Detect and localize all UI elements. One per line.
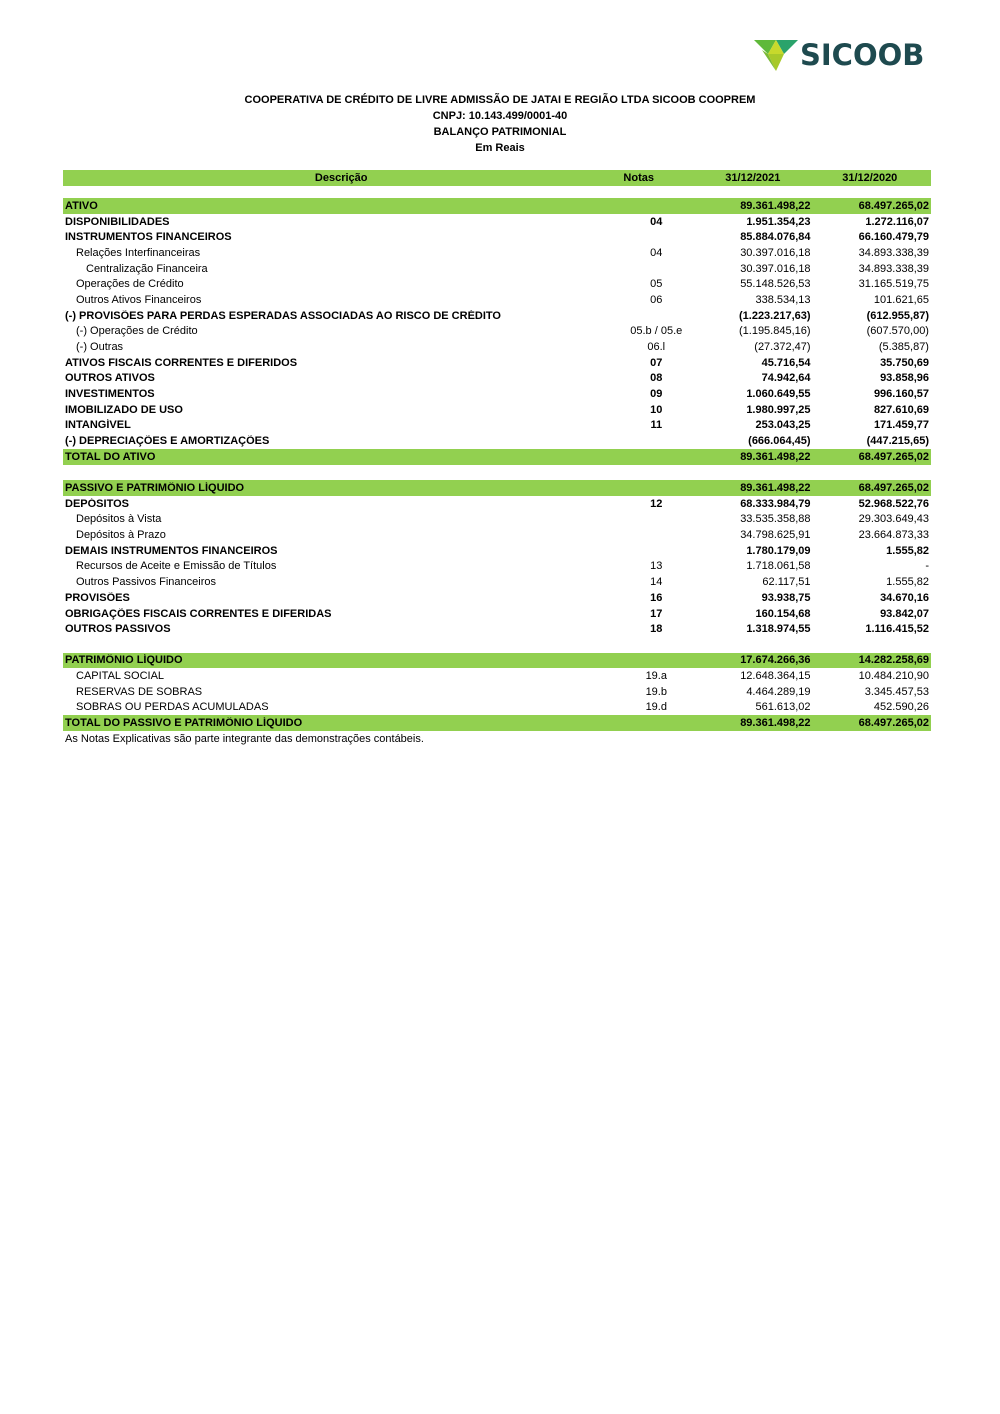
row-value-2020: 34.893.338,39 xyxy=(858,246,929,259)
row-value-2020: 23.664.873,33 xyxy=(858,529,929,542)
row-value-2021: 89.361.498,22 xyxy=(740,482,811,495)
row-value-2020: 3.345.457,53 xyxy=(864,685,929,698)
table-row xyxy=(63,543,931,559)
row-description: PATRIMÔNIO LÍQUIDO xyxy=(65,654,183,667)
row-value-2020: 1.555,82 xyxy=(886,544,929,557)
row-description: OUTROS ATIVOS xyxy=(65,372,155,385)
row-value-2020: (612.955,87) xyxy=(866,309,929,322)
row-value-2021: 45.716,54 xyxy=(761,356,811,369)
row-note: 04 xyxy=(650,215,663,228)
header-descricao: Descrição xyxy=(314,172,368,184)
row-description: Depósitos à Prazo xyxy=(76,529,166,542)
row-value-2020: 29.303.649,43 xyxy=(858,513,929,526)
document-heading xyxy=(0,92,1000,156)
row-note: 08 xyxy=(650,372,663,385)
row-value-2020: 66.160.479,79 xyxy=(858,231,929,244)
row-value-2021: 74.942,64 xyxy=(761,372,811,385)
row-description: PASSIVO E PATRIMÔNIO LÍQUIDO xyxy=(65,482,245,495)
row-value-2020: 68.497.265,02 xyxy=(858,482,929,495)
row-description: (-) DEPRECIAÇÕES E AMORTIZAÇÕES xyxy=(65,435,270,448)
row-value-2020: 996.160,57 xyxy=(873,388,929,401)
row-description: Depósitos à Vista xyxy=(76,513,162,526)
row-value-2021: 85.884.076,84 xyxy=(740,231,811,244)
row-description: IMOBILIZADO DE USO xyxy=(65,403,183,416)
row-description: Operações de Crédito xyxy=(76,278,184,291)
table-row xyxy=(63,433,931,449)
row-value-2020: 452.590,26 xyxy=(873,701,929,714)
row-description: Outros Passivos Financeiros xyxy=(76,576,216,589)
table-row xyxy=(63,386,931,402)
row-value-2020: 1.116.415,52 xyxy=(865,623,929,636)
row-value-2020: (447.215,65) xyxy=(866,435,929,448)
row-value-2020: 10.484.210,90 xyxy=(858,670,929,683)
row-note: 06.l xyxy=(647,341,666,354)
row-value-2021: 89.361.498,22 xyxy=(740,199,811,212)
row-value-2020: 101.621,65 xyxy=(873,293,929,306)
row-value-2021: 12.648.364,15 xyxy=(740,670,811,683)
row-value-2020: 93.858,96 xyxy=(880,372,929,385)
row-value-2021: 253.043,25 xyxy=(755,419,811,432)
header-notas: Notas xyxy=(623,172,654,184)
row-value-2021: 30.397.016,18 xyxy=(740,246,811,259)
row-note: 17 xyxy=(650,607,663,620)
row-note: 12 xyxy=(650,497,663,510)
row-note: 16 xyxy=(650,591,663,604)
row-value-2020: 52.968.522,76 xyxy=(858,497,929,510)
table-row xyxy=(63,214,931,230)
row-value-2021: (1.195.845,16) xyxy=(738,325,811,338)
balance-table xyxy=(63,170,931,747)
table-row xyxy=(63,684,931,700)
row-value-2021: 1.980.997,25 xyxy=(746,403,811,416)
row-value-2020: 31.165.519,75 xyxy=(858,278,929,291)
row-note: 09 xyxy=(650,388,663,401)
sicoob-emblem-icon xyxy=(754,38,798,72)
table-row xyxy=(63,559,931,575)
table-row xyxy=(63,402,931,418)
row-value-2020: 14.282.258,69 xyxy=(858,654,929,667)
header-2020: 31/12/2020 xyxy=(842,172,898,184)
row-value-2020: - xyxy=(925,560,929,573)
row-note: 05 xyxy=(650,278,663,291)
row-value-2021: 30.397.016,18 xyxy=(740,262,811,275)
row-description: (-) Operações de Crédito xyxy=(76,325,198,338)
row-value-2021: 62.117,51 xyxy=(762,576,811,589)
table-row xyxy=(63,700,931,716)
table-row xyxy=(63,355,931,371)
row-description: DISPONIBILIDADES xyxy=(65,215,170,228)
row-description: CAPITAL SOCIAL xyxy=(76,670,165,683)
row-value-2021: 338.534,13 xyxy=(755,293,811,306)
row-description: Outros Ativos Financeiros xyxy=(76,293,202,306)
row-value-2021: 1.318.974,55 xyxy=(746,623,811,636)
row-value-2021: 1.060.649,55 xyxy=(746,388,811,401)
table-row xyxy=(63,198,931,214)
row-note: 10 xyxy=(650,403,663,416)
row-value-2020: 68.497.265,02 xyxy=(858,450,929,463)
row-value-2021: 160.154,68 xyxy=(755,607,811,620)
row-value-2021: (666.064,45) xyxy=(748,435,811,448)
footnote: As Notas Explicativas são parte integrante das demonstrações contábeis. xyxy=(65,733,424,745)
row-note: 07 xyxy=(650,356,663,369)
row-value-2020: 35.750,69 xyxy=(880,356,929,369)
row-note: 19.b xyxy=(645,685,667,698)
table-row xyxy=(63,261,931,277)
report-title: BALANÇO PATRIMONIAL xyxy=(433,126,567,138)
row-description: SOBRAS OU PERDAS ACUMULADAS xyxy=(76,701,269,714)
row-description: INVESTIMENTOS xyxy=(65,388,155,401)
row-description: OUTROS PASSIVOS xyxy=(65,623,171,636)
table-row xyxy=(63,527,931,543)
company-name: COOPERATIVA DE CRÉDITO DE LIVRE ADMISSÃO DE JATAI E REGIÃO LTDA SICOOB COOPREM xyxy=(244,94,756,106)
row-value-2021: (27.372,47) xyxy=(754,341,811,354)
row-value-2021: 68.333.984,79 xyxy=(740,497,811,510)
row-value-2021: 34.798.625,91 xyxy=(740,529,811,542)
row-value-2021: 89.361.498,22 xyxy=(740,450,811,463)
row-value-2020: 171.459,77 xyxy=(873,419,929,432)
row-note: 19.a xyxy=(645,670,667,683)
row-description: Relações Interfinanceiras xyxy=(76,246,201,259)
logo-wordmark: SICOOB xyxy=(800,38,925,72)
row-description: ATIVOS FISCAIS CORRENTES E DIFERIDOS xyxy=(65,356,298,369)
table-row xyxy=(63,715,931,731)
row-spacer xyxy=(63,186,931,198)
row-value-2020: (607.570,00) xyxy=(866,325,929,338)
table-row xyxy=(63,668,931,684)
row-value-2021: 55.148.526,53 xyxy=(740,278,811,291)
row-note: 06 xyxy=(650,293,663,306)
row-note: 11 xyxy=(650,419,663,432)
row-description: TOTAL DO PASSIVO E PATRIMÔNIO LÍQUIDO xyxy=(65,717,303,730)
table-row xyxy=(63,449,931,465)
row-value-2020: 34.670,16 xyxy=(880,591,929,604)
cnpj: CNPJ: 10.143.499/0001-40 xyxy=(432,110,568,122)
row-note: 13 xyxy=(650,560,663,573)
table-row xyxy=(63,308,931,324)
row-value-2021: 1.718.061,58 xyxy=(746,560,811,573)
table-row xyxy=(63,371,931,387)
row-value-2020: 1.555,82 xyxy=(886,576,929,589)
row-value-2021: 17.674.266,36 xyxy=(740,654,811,667)
table-row xyxy=(63,245,931,261)
row-value-2020: (5.385,87) xyxy=(878,341,929,354)
table-row xyxy=(63,496,931,512)
row-description: DEMAIS INSTRUMENTOS FINANCEIROS xyxy=(65,544,278,557)
row-value-2020: 68.497.265,02 xyxy=(858,717,929,730)
row-description: RESERVAS DE SOBRAS xyxy=(76,685,203,698)
row-description: DEPÓSITOS xyxy=(65,497,129,510)
row-value-2021: 33.535.358,88 xyxy=(740,513,811,526)
row-description: ATIVO xyxy=(65,199,98,212)
row-value-2021: 89.361.498,22 xyxy=(740,717,811,730)
table-row xyxy=(63,276,931,292)
row-value-2020: 827.610,69 xyxy=(873,403,929,416)
table-row xyxy=(63,339,931,355)
row-value-2021: 93.938,75 xyxy=(761,591,811,604)
row-value-2020: 93.842,07 xyxy=(880,607,929,620)
row-value-2021: 561.613,02 xyxy=(755,701,811,714)
table-row xyxy=(63,229,931,245)
header-2021: 31/12/2021 xyxy=(725,172,781,184)
row-description: (-) Outras xyxy=(76,341,124,354)
row-note: 04 xyxy=(650,246,663,259)
row-description: (-) PROVISÕES PARA PERDAS ESPERADAS ASSOCIADAS AO RISCO DE CRÉDITO xyxy=(65,309,501,322)
row-description: Centralização Financeira xyxy=(86,262,208,275)
table-row xyxy=(63,512,931,528)
row-value-2020: 1.272.116,07 xyxy=(865,215,929,228)
table-row xyxy=(63,653,931,669)
sicoob-logo xyxy=(754,37,929,73)
row-value-2021: 1.951.354,23 xyxy=(746,215,811,228)
currency-unit: Em Reais xyxy=(475,142,525,154)
table-row xyxy=(63,292,931,308)
table-row xyxy=(63,590,931,606)
row-description: Recursos de Aceite e Emissão de Títulos xyxy=(76,560,277,573)
table-row xyxy=(63,418,931,434)
row-description: INTANGÍVEL xyxy=(65,419,131,432)
table-header xyxy=(63,170,931,186)
table-body xyxy=(63,186,931,731)
row-value-2020: 34.893.338,39 xyxy=(858,262,929,275)
table-row xyxy=(63,606,931,622)
table-row xyxy=(63,480,931,496)
table-row xyxy=(63,324,931,340)
row-value-2021: 4.464.289,19 xyxy=(746,685,811,698)
row-value-2021: (1.223.217,63) xyxy=(738,309,811,322)
row-description: OBRIGAÇÕES FISCAIS CORRENTES E DIFERIDAS xyxy=(65,607,332,620)
table-row xyxy=(63,574,931,590)
row-value-2021: 1.780.179,09 xyxy=(746,544,811,557)
row-note: 18 xyxy=(650,623,663,636)
row-note: 19.d xyxy=(645,701,667,714)
row-description: INSTRUMENTOS FINANCEIROS xyxy=(65,231,232,244)
row-spacer xyxy=(63,465,931,481)
row-note: 14 xyxy=(650,576,663,589)
row-description: PROVISÕES xyxy=(65,591,130,604)
row-spacer xyxy=(63,637,931,653)
row-note: 05.b / 05.e xyxy=(630,325,683,338)
table-row xyxy=(63,621,931,637)
row-value-2020: 68.497.265,02 xyxy=(858,199,929,212)
row-description: TOTAL DO ATIVO xyxy=(65,450,156,463)
